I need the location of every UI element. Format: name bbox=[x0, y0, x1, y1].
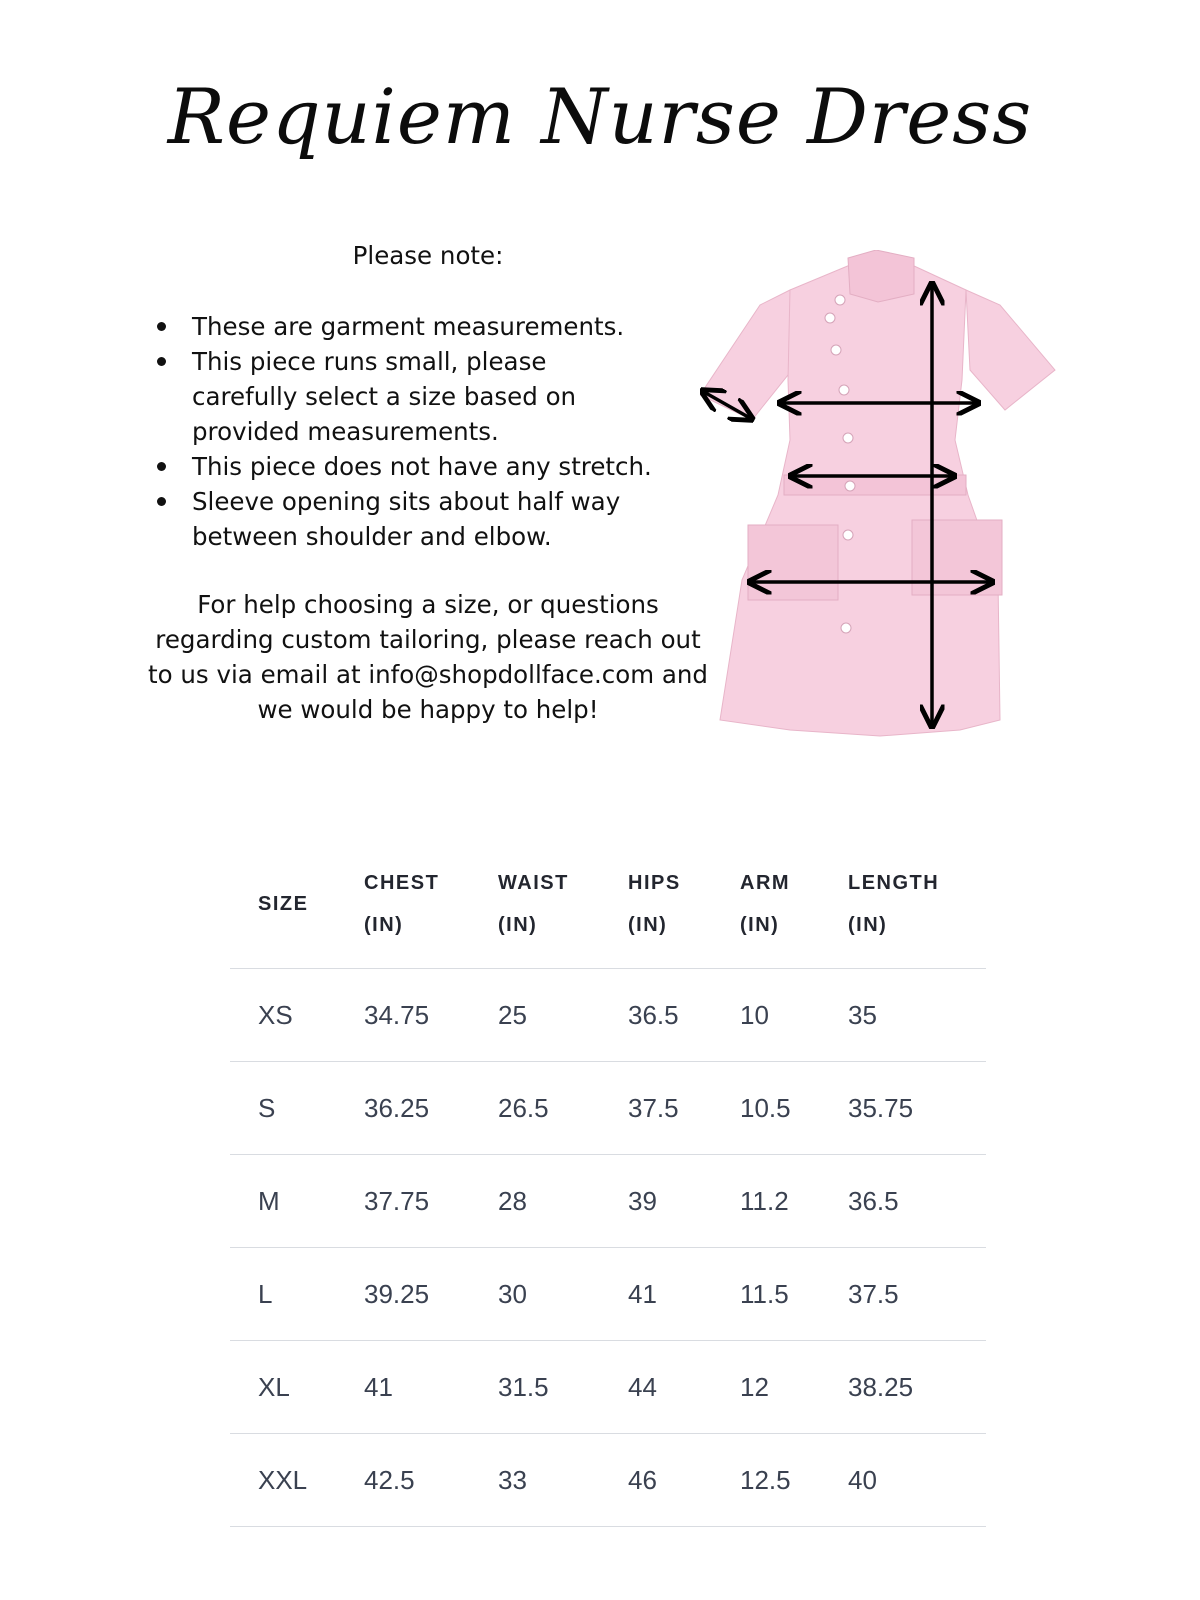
cell-arm: 11.5 bbox=[712, 1248, 820, 1341]
cell-waist: 28 bbox=[470, 1155, 600, 1248]
cell-hips: 44 bbox=[600, 1341, 712, 1434]
cell-chest: 39.25 bbox=[336, 1248, 470, 1341]
size-chart-table bbox=[230, 840, 986, 1527]
table-row bbox=[230, 1155, 986, 1248]
dress-button bbox=[843, 433, 853, 443]
cell-arm: 12 bbox=[712, 1341, 820, 1434]
column-header-arm: ARM (IN) bbox=[712, 840, 820, 969]
bullet-icon bbox=[157, 322, 166, 331]
cell-size: XXL bbox=[230, 1434, 336, 1527]
column-header-waist: WAIST (IN) bbox=[470, 840, 600, 969]
note-item-text: This piece runs small, please carefully select a size based on provided measurements. bbox=[192, 347, 577, 446]
dress-right-sleeve bbox=[966, 290, 1055, 410]
table-row bbox=[230, 1434, 986, 1527]
note-heading: Please note: bbox=[352, 241, 504, 270]
table-header-row bbox=[230, 840, 986, 969]
dress-button bbox=[825, 313, 835, 323]
cell-waist: 26.5 bbox=[470, 1062, 600, 1155]
cell-waist: 30 bbox=[470, 1248, 600, 1341]
dress-pocket-left bbox=[748, 525, 838, 600]
cell-hips: 39 bbox=[600, 1155, 712, 1248]
note-item bbox=[148, 484, 652, 554]
cell-chest: 41 bbox=[336, 1341, 470, 1434]
cell-hips: 37.5 bbox=[600, 1062, 712, 1155]
cell-arm: 10 bbox=[712, 969, 820, 1062]
bullet-icon bbox=[157, 357, 166, 366]
note-item bbox=[148, 449, 652, 484]
cell-chest: 36.25 bbox=[336, 1062, 470, 1155]
cell-arm: 12.5 bbox=[712, 1434, 820, 1527]
table-row bbox=[230, 1062, 986, 1155]
table-row bbox=[230, 1248, 986, 1341]
dress-button bbox=[841, 623, 851, 633]
bullet-icon bbox=[157, 497, 166, 506]
note-item-text: Sleeve opening sits about half way between shoulder and elbow. bbox=[192, 487, 621, 551]
cell-length: 35.75 bbox=[820, 1062, 986, 1155]
dress-left-sleeve bbox=[700, 290, 792, 420]
dress-button bbox=[835, 295, 845, 305]
cell-chest: 42.5 bbox=[336, 1434, 470, 1527]
dress-waistband bbox=[784, 475, 966, 495]
cell-hips: 36.5 bbox=[600, 969, 712, 1062]
cell-size: S bbox=[230, 1062, 336, 1155]
cell-length: 38.25 bbox=[820, 1341, 986, 1434]
note-item bbox=[148, 309, 652, 344]
cell-length: 40 bbox=[820, 1434, 986, 1527]
note-block bbox=[148, 238, 708, 727]
note-list bbox=[148, 309, 708, 554]
cell-length: 37.5 bbox=[820, 1248, 986, 1341]
cell-chest: 34.75 bbox=[336, 969, 470, 1062]
note-item bbox=[148, 344, 652, 449]
cell-length: 35 bbox=[820, 969, 986, 1062]
dress-measurement-diagram bbox=[700, 250, 1080, 770]
column-header-length: LENGTH (IN) bbox=[820, 840, 986, 969]
dress-button bbox=[839, 385, 849, 395]
column-header-chest: CHEST (IN) bbox=[336, 840, 470, 969]
cell-length: 36.5 bbox=[820, 1155, 986, 1248]
column-header-hips: HIPS (IN) bbox=[600, 840, 712, 969]
dress-button bbox=[843, 530, 853, 540]
cell-size: M bbox=[230, 1155, 336, 1248]
cell-arm: 11.2 bbox=[712, 1155, 820, 1248]
cell-hips: 46 bbox=[600, 1434, 712, 1527]
note-item-text: This piece does not have any stretch. bbox=[192, 452, 652, 481]
note-item-text: These are garment measurements. bbox=[192, 312, 625, 341]
bullet-icon bbox=[157, 462, 166, 471]
help-text: For help choosing a size, or questions regarding custom tailoring, please reach out to us via email at info@shopdollface.com and we would be happy to help! bbox=[148, 590, 708, 724]
cell-waist: 33 bbox=[470, 1434, 600, 1527]
column-header-size: SIZE bbox=[230, 840, 336, 969]
cell-size: XL bbox=[230, 1341, 336, 1434]
cell-waist: 25 bbox=[470, 969, 600, 1062]
page-title: Requiem Nurse Dress bbox=[167, 72, 1033, 161]
table-row bbox=[230, 1341, 986, 1434]
cell-size: XS bbox=[230, 969, 336, 1062]
dress-button bbox=[845, 481, 855, 491]
table-row bbox=[230, 969, 986, 1062]
dress-illustration bbox=[700, 250, 1080, 770]
cell-arm: 10.5 bbox=[712, 1062, 820, 1155]
dress-button bbox=[831, 345, 841, 355]
cell-waist: 31.5 bbox=[470, 1341, 600, 1434]
dress-collar bbox=[848, 250, 914, 302]
cell-chest: 37.75 bbox=[336, 1155, 470, 1248]
cell-hips: 41 bbox=[600, 1248, 712, 1341]
cell-size: L bbox=[230, 1248, 336, 1341]
